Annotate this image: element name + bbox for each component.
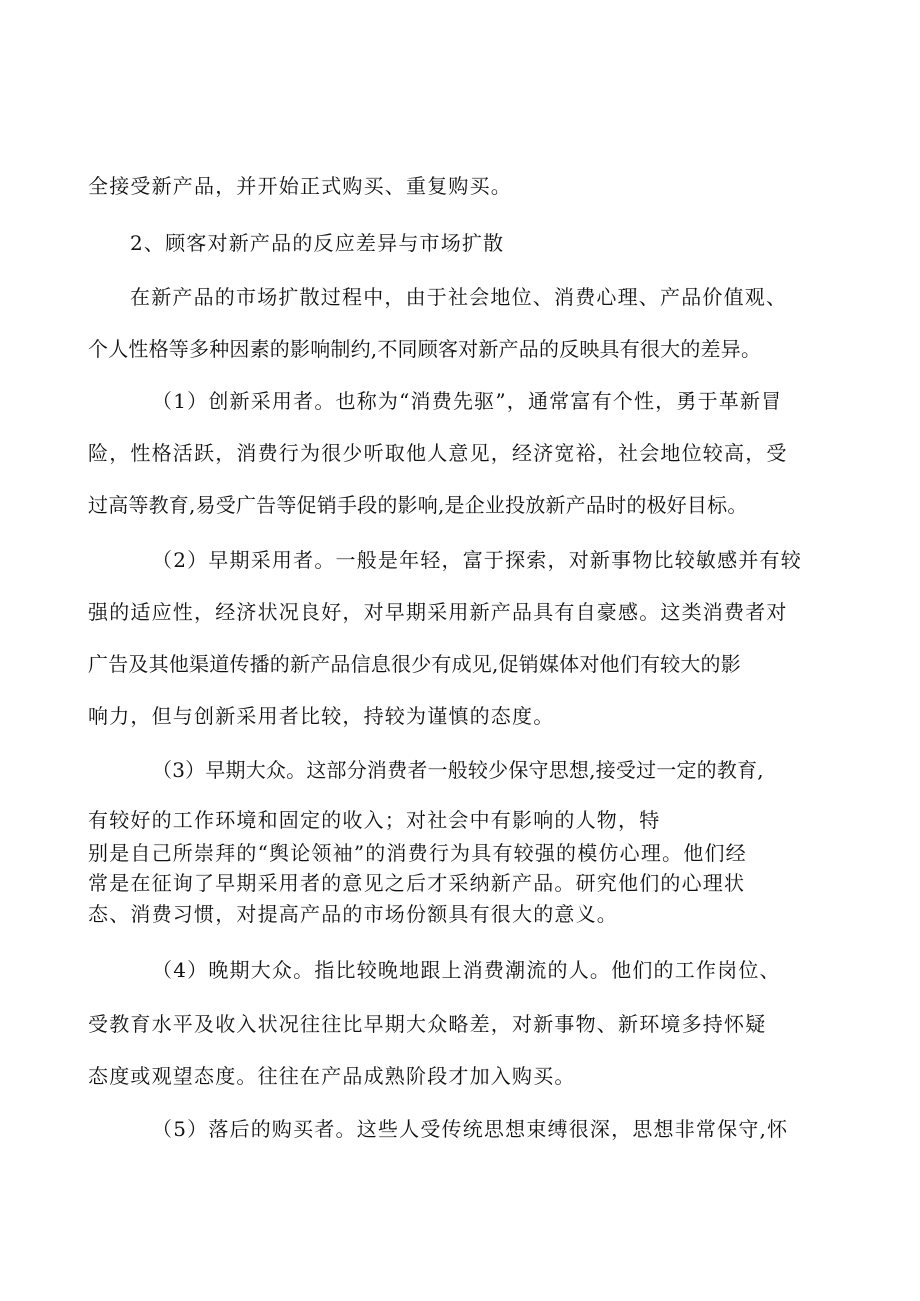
paragraph-line: 强的适应性，经济状况良好，对早期采用新产品具有自豪感。这类消费者对 (88, 600, 788, 624)
paragraph-line: （1）创新采用者。也称为“消费先驱”，通常富有个性，勇于革新冒 (152, 389, 783, 413)
section-heading: 2、顾客对新产品的反应差异与市场扩散 (130, 231, 505, 255)
paragraph-line: （3）早期大众。这部分消费者一般较少保守思想,接受过一定的教育, (152, 758, 764, 782)
paragraph-line: 全接受新产品，并开始正式购买、重复购买。 (88, 174, 512, 198)
paragraph-line: 有较好的工作环境和固定的收入；对社会中有影响的人物，特 (88, 808, 661, 832)
paragraph-line: 别是自己所崇拜的“舆论领袖”的消费行为具有较强的模仿心理。他们经 (88, 841, 747, 865)
paragraph-line: 险，性格活跃，消费行为很少听取他人意见，经济宽裕，社会地位较高，受 (88, 441, 788, 465)
paragraph-line: 广告及其他渠道传播的新产品信息很少有成见,促销媒体对他们有较大的影 (88, 652, 741, 676)
paragraph-line: 响力，但与创新采用者比较，持较为谨慎的态度。 (88, 704, 555, 728)
paragraph-line: 态、消费习惯，对提高产品的市场份额具有很大的意义。 (88, 902, 618, 926)
paragraph-line: （2）早期采用者。一般是年轻，富于探索，对新事物比较敏感并有较 (152, 548, 802, 572)
paragraph-line: 态度或观望态度。往往在产品成熟阶段才加入购买。 (88, 1064, 576, 1088)
paragraph-line: （4）晚期大众。指比较晚地跟上消费潮流的人。他们的工作岗位、 (152, 958, 781, 982)
paragraph-line: （5）落后的购买者。这些人受传统思想束缚很深，思想非常保守,怀 (152, 1117, 789, 1141)
paragraph-line: 常是在征询了早期采用者的意见之后才采纳新产品。研究他们的心理状 (88, 871, 746, 895)
paragraph-line: 个人性格等多种因素的影响制约,不同顾客对新产品的反映具有很大的差异。 (88, 337, 762, 361)
paragraph-line: 在新产品的市场扩散过程中，由于社会地位、消费心理、产品价值观、 (130, 285, 788, 309)
paragraph-line: 受教育水平及收入状况往往比早期大众略差，对新事物、新环境多持怀疑 (88, 1012, 767, 1036)
paragraph-line: 过高等教育,易受广告等促销手段的影响,是企业投放新产品时的极好目标。 (88, 493, 748, 517)
